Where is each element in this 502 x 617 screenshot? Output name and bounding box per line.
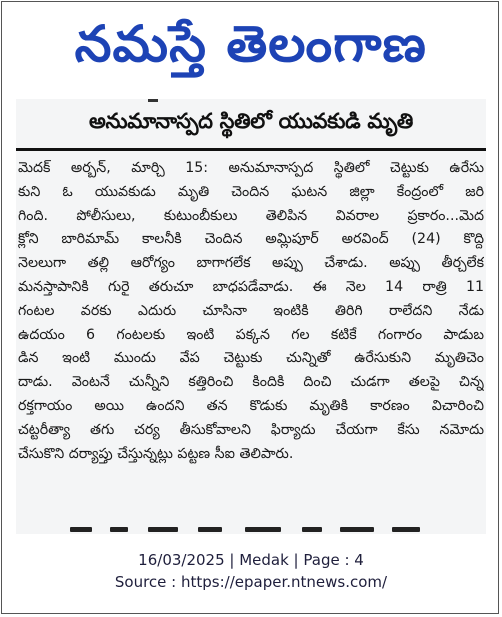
article-line: గింది. పోలీసులు, కుటుంబీకులు తెలిపిన వివరాల ప్రకారం...మెద	[18, 207, 484, 224]
article-line: నెలలుగా తల్లి ఆరోగ్యం బాగాగలేక అప్పు చేశాడు. అప్పు తీర్చలేక	[18, 255, 484, 272]
edition-info: 16/03/2025 | Medak | Page : 4	[138, 551, 364, 569]
article-body	[18, 157, 484, 466]
article-line: కుని ఓ యువకుడు మృతి చెందిన ఘటన జిల్లా కేంద్రంలో జరి	[18, 183, 484, 200]
article-line: క్లోని బారిమామ్ కాలనీకి చెందిన అమ్లిపూర్ అరవింద్ (24) కొద్ది	[18, 231, 484, 248]
article-line: దాడు. వెంటనే చున్నీని కత్తిరించి కిందికి దించి చుడగా తలపై చిన్న	[18, 374, 484, 391]
article-line: మెదక్ అర్బన్, మార్చి 15: అనుమానాస్పద స్థితిలో చెట్టుకు ఉరేసు	[18, 160, 484, 176]
article-line: చట్టరీత్యా తగు చర్య తీసుకోవాలని ఫిర్యాదు చేయగా కేసు నమోదు	[18, 421, 484, 438]
article-line: ఉదయం 6 గంటలకు ఇంటి పక్కన గల కటికే గంగారం పాడుబ	[18, 326, 484, 343]
clip-top-mark	[148, 99, 158, 102]
article-line: రక్తగాయం అయి ఉందని తన కొడుకు మృతికి కారణం విచారించి	[18, 397, 484, 414]
footer	[0, 549, 502, 593]
article-line: మనస్తాపానికి గురై తరుచూ బాధపడేవాడు. ఈ నెల 14 రాత్రి 11	[18, 278, 484, 295]
article-clipping	[16, 99, 486, 534]
article-headline: అనుమానాస్పద స్థితిలో యువకుడి మృతి	[89, 109, 413, 133]
clipped-next-line	[70, 527, 430, 533]
article-line: డిన ఇంటి ముందు వేప చెట్టుకు చున్నితో ఉరేసుకుని మృతిచెం	[18, 350, 484, 367]
source-link[interactable]: Source : https://epaper.ntnews.com/	[114, 573, 388, 591]
newspaper-logo: నమస్తే తెలంగాణ	[74, 14, 428, 73]
article-line: గంటల వరకు ఎదురు చూసినా ఇంటికి తిరిగి రాలేదని నేడు	[18, 302, 484, 319]
masthead	[0, 2, 502, 86]
article-line: చేసుకొని దర్యాప్తు చేస్తున్నట్లు పట్టణ సీఐ తెలిపారు.	[18, 445, 294, 462]
headline-rule	[16, 148, 486, 151]
